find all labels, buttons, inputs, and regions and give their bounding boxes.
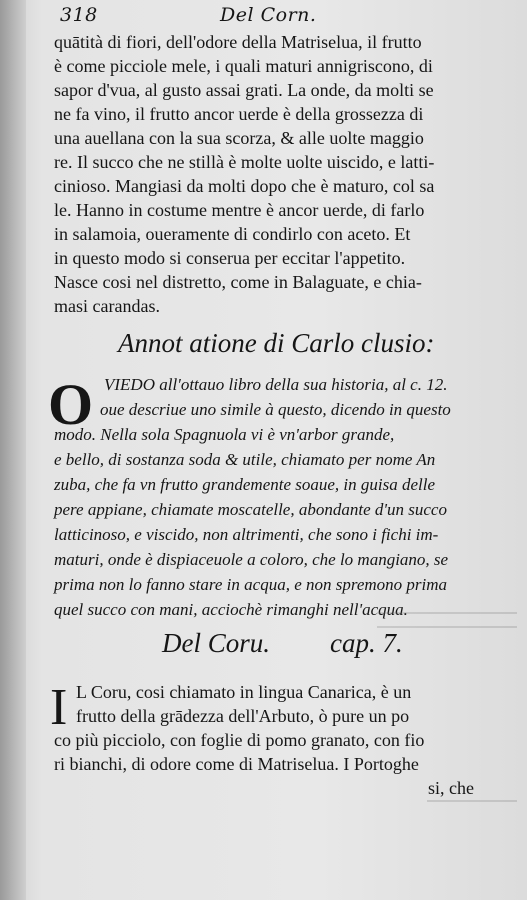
text-line: prima non lo fanno stare in acqua, e non spremono prima <box>54 575 448 594</box>
text-line: L Coru, cosi chiamato in lingua Canarica, è un <box>76 682 412 702</box>
text-line: le. Hanno in costume mentre è ancor uerde, di farlo <box>54 200 425 220</box>
page-number: 318 <box>60 4 98 26</box>
text-line: ri bianchi, di odore come di Matriselua. I Portoghe <box>54 754 419 774</box>
text-line: quātità di fiori, dell'odore della Matriselua, il frutto <box>54 32 422 52</box>
drop-cap-letter: O <box>48 372 94 437</box>
text-line: in questo modo si conserua per eccitar l'appetito. <box>54 248 406 268</box>
text-line: in salamoia, oueramente di condirlo con aceto. Et <box>54 224 411 244</box>
text-line: e bello, di sostanza soda & utile, chiamato per nome An <box>54 450 436 469</box>
chapter-heading: Del Coru. <box>162 628 270 658</box>
text-line: VIEDO all'ottauo libro della sua historia, al c. 12. <box>104 375 448 394</box>
text-line: è come picciole mele, i quali maturi annigriscono, di <box>54 56 433 76</box>
text-line: sapor d'vua, al gusto assai grati. La onde, da molti se <box>54 80 434 100</box>
text-line: una auellana con la sua scorza, & alle uolte maggio <box>54 128 424 148</box>
text-line: cinioso. Mangiasi da molti dopo che è maturo, col sa <box>54 176 435 196</box>
text-line: frutto della grādezza dell'Arbuto, ò pure un po <box>76 706 410 726</box>
drop-cap-letter: I <box>50 679 68 736</box>
page-header <box>60 4 480 28</box>
text-line: modo. Nella sola Spagnuola vi è vn'arbor grande, <box>54 425 395 444</box>
annotation-heading: Annot atione di Carlo clusio: <box>118 328 435 358</box>
chapter-number: cap. 7. <box>330 628 403 658</box>
text-line: si, che <box>428 778 474 798</box>
page-gutter-shadow <box>0 0 26 900</box>
text-line: re. Il succo che ne stillà è molte uolte uiscido, e latti- <box>54 152 435 172</box>
bleed-through-mark <box>427 800 517 802</box>
text-line: masi carandas. <box>54 296 160 316</box>
text-line: Nasce cosi nel distretto, come in Balaguate, e chia- <box>54 272 422 292</box>
running-title: Del Corn. <box>220 4 317 26</box>
text-line: latticinoso, e viscido, non altrimenti, che sono i fichi im- <box>54 525 439 544</box>
text-line: co più picciolo, con foglie di pomo granato, con fio <box>54 730 425 750</box>
bleed-through-mark <box>377 612 517 614</box>
text-line: oue descriue uno simile à questo, dicendo in questo <box>100 400 451 419</box>
text-line: quel succo con mani, acciochè rimanghi nell'acqua. <box>54 600 408 619</box>
text-line: pere appiane, chiamate moscatelle, abondante d'un succo <box>54 500 447 519</box>
text-line: ne fa vino, il frutto ancor uerde è della grossezza di <box>54 104 424 124</box>
text-line: maturi, onde è dispiaceuole a coloro, che lo mangiano, se <box>54 550 449 569</box>
text-line: zuba, che fa vn frutto grandemente soaue, in guisa delle <box>54 475 436 494</box>
